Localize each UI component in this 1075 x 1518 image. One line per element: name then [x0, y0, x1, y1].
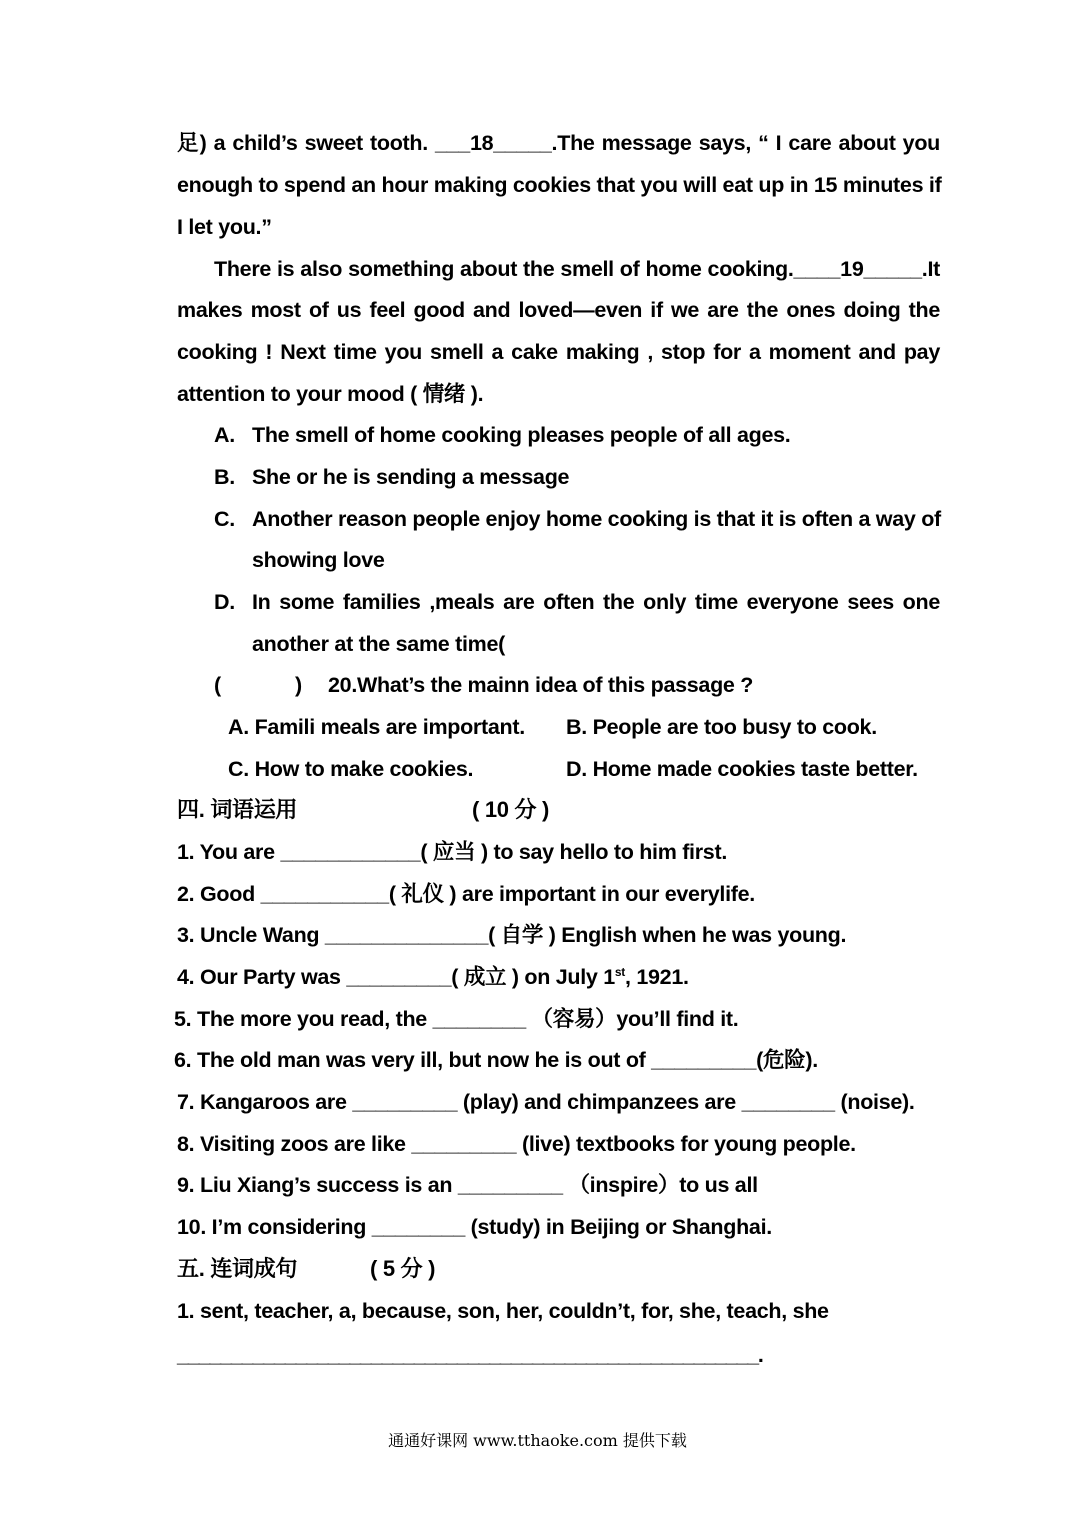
- passage-line: I let you.”: [177, 215, 272, 239]
- passage-line: There is also something about the smell of home cooking.____19_____.It: [214, 257, 940, 281]
- section-score: ( 5 分 ): [370, 1256, 436, 1281]
- answer-line: ______________________________________________________.: [177, 1343, 763, 1367]
- exercise-item: 1. You are ____________( 应当 ) to say hello to him first.: [177, 840, 727, 864]
- exercise-item: 3. Uncle Wang ______________( 自学 ) English when he was young.: [177, 923, 847, 947]
- passage-line: 足) a child’s sweet tooth. ___18_____.The message says, “ I care about you: [177, 131, 940, 155]
- exercise-item: 10. I’m considering ________ (study) in Beijing or Shanghai.: [177, 1215, 772, 1239]
- section-heading: 四. 词语运用: [177, 797, 298, 822]
- passage-line: cooking ! Next time you smell a cake making , stop for a moment and pay: [177, 340, 940, 364]
- choice-a: A. Famili meals are important.: [228, 715, 525, 739]
- option-text: She or he is sending a message: [252, 465, 570, 489]
- item-text: 4. Our Party was _________( 成立 ) on July 1: [177, 965, 615, 989]
- passage-line: makes most of us feel good and loved—even if we are the ones doing the: [177, 298, 940, 322]
- option-text: In some families ,meals are often the only time everyone sees one: [252, 590, 940, 614]
- choices-row: [0, 748, 1075, 790]
- choice-d: D. Home made cookies taste better.: [566, 757, 918, 781]
- option-letter: B.: [214, 465, 235, 489]
- exercise-item: 1. sent, teacher, a, because, son, her, couldn’t, for, she, teach, she: [177, 1299, 829, 1323]
- choice-c: C. How to make cookies.: [228, 757, 474, 781]
- passage-line: attention to your mood ( 情绪 ).: [177, 382, 484, 406]
- exercise-item: [177, 956, 940, 998]
- exercise-item: 5. The more you read, the ________ （容易）you’ll find it.: [174, 1007, 739, 1031]
- option-text: Another reason people enjoy home cooking is that it is often a way of: [252, 507, 941, 531]
- option-text: The smell of home cooking pleases people of all ages.: [252, 423, 791, 447]
- item-text: , 1921.: [625, 965, 689, 989]
- option-letter: C.: [214, 507, 235, 531]
- section-heading: 五. 连词成句: [177, 1256, 298, 1281]
- option-letter: D.: [214, 590, 235, 614]
- option-text: showing love: [252, 548, 385, 572]
- exercise-item: 6. The old man was very ill, but now he is out of _________(危险).: [174, 1048, 818, 1072]
- exercise-item: 8. Visiting zoos are like _________ (live) textbooks for young people.: [177, 1132, 856, 1156]
- answer-bracket-open: (: [214, 673, 221, 697]
- answer-bracket-close: ): [295, 673, 302, 697]
- exercise-item: 2. Good ___________( 礼仪 ) are important in our everylife.: [177, 882, 755, 906]
- exercise-item: 9. Liu Xiang’s success is an _________ （inspire）to us all: [177, 1173, 758, 1197]
- section-score: ( 10 分 ): [472, 797, 550, 822]
- choice-b: B. People are too busy to cook.: [566, 715, 877, 739]
- choices-row: [0, 706, 1075, 748]
- option-letter: A.: [214, 423, 235, 447]
- ordinal-suffix: st: [614, 964, 625, 979]
- exercise-item: 7. Kangaroos are _________ (play) and chimpanzees are ________ (noise).: [177, 1090, 915, 1114]
- option-text: another at the same time(: [252, 632, 505, 656]
- section-4-header: [0, 789, 1075, 831]
- question-text: 20.What’s the mainn idea of this passage ?: [328, 673, 754, 697]
- passage-line: enough to spend an hour making cookies that you will eat up in 15 minutes if: [177, 173, 942, 197]
- page-footer: 通通好课网 www.tthaoke.com 提供下载: [388, 1431, 687, 1450]
- question-20: [0, 664, 1075, 706]
- section-5-header: [0, 1248, 1075, 1290]
- option-a: [0, 414, 1075, 456]
- option-b: [0, 456, 1075, 498]
